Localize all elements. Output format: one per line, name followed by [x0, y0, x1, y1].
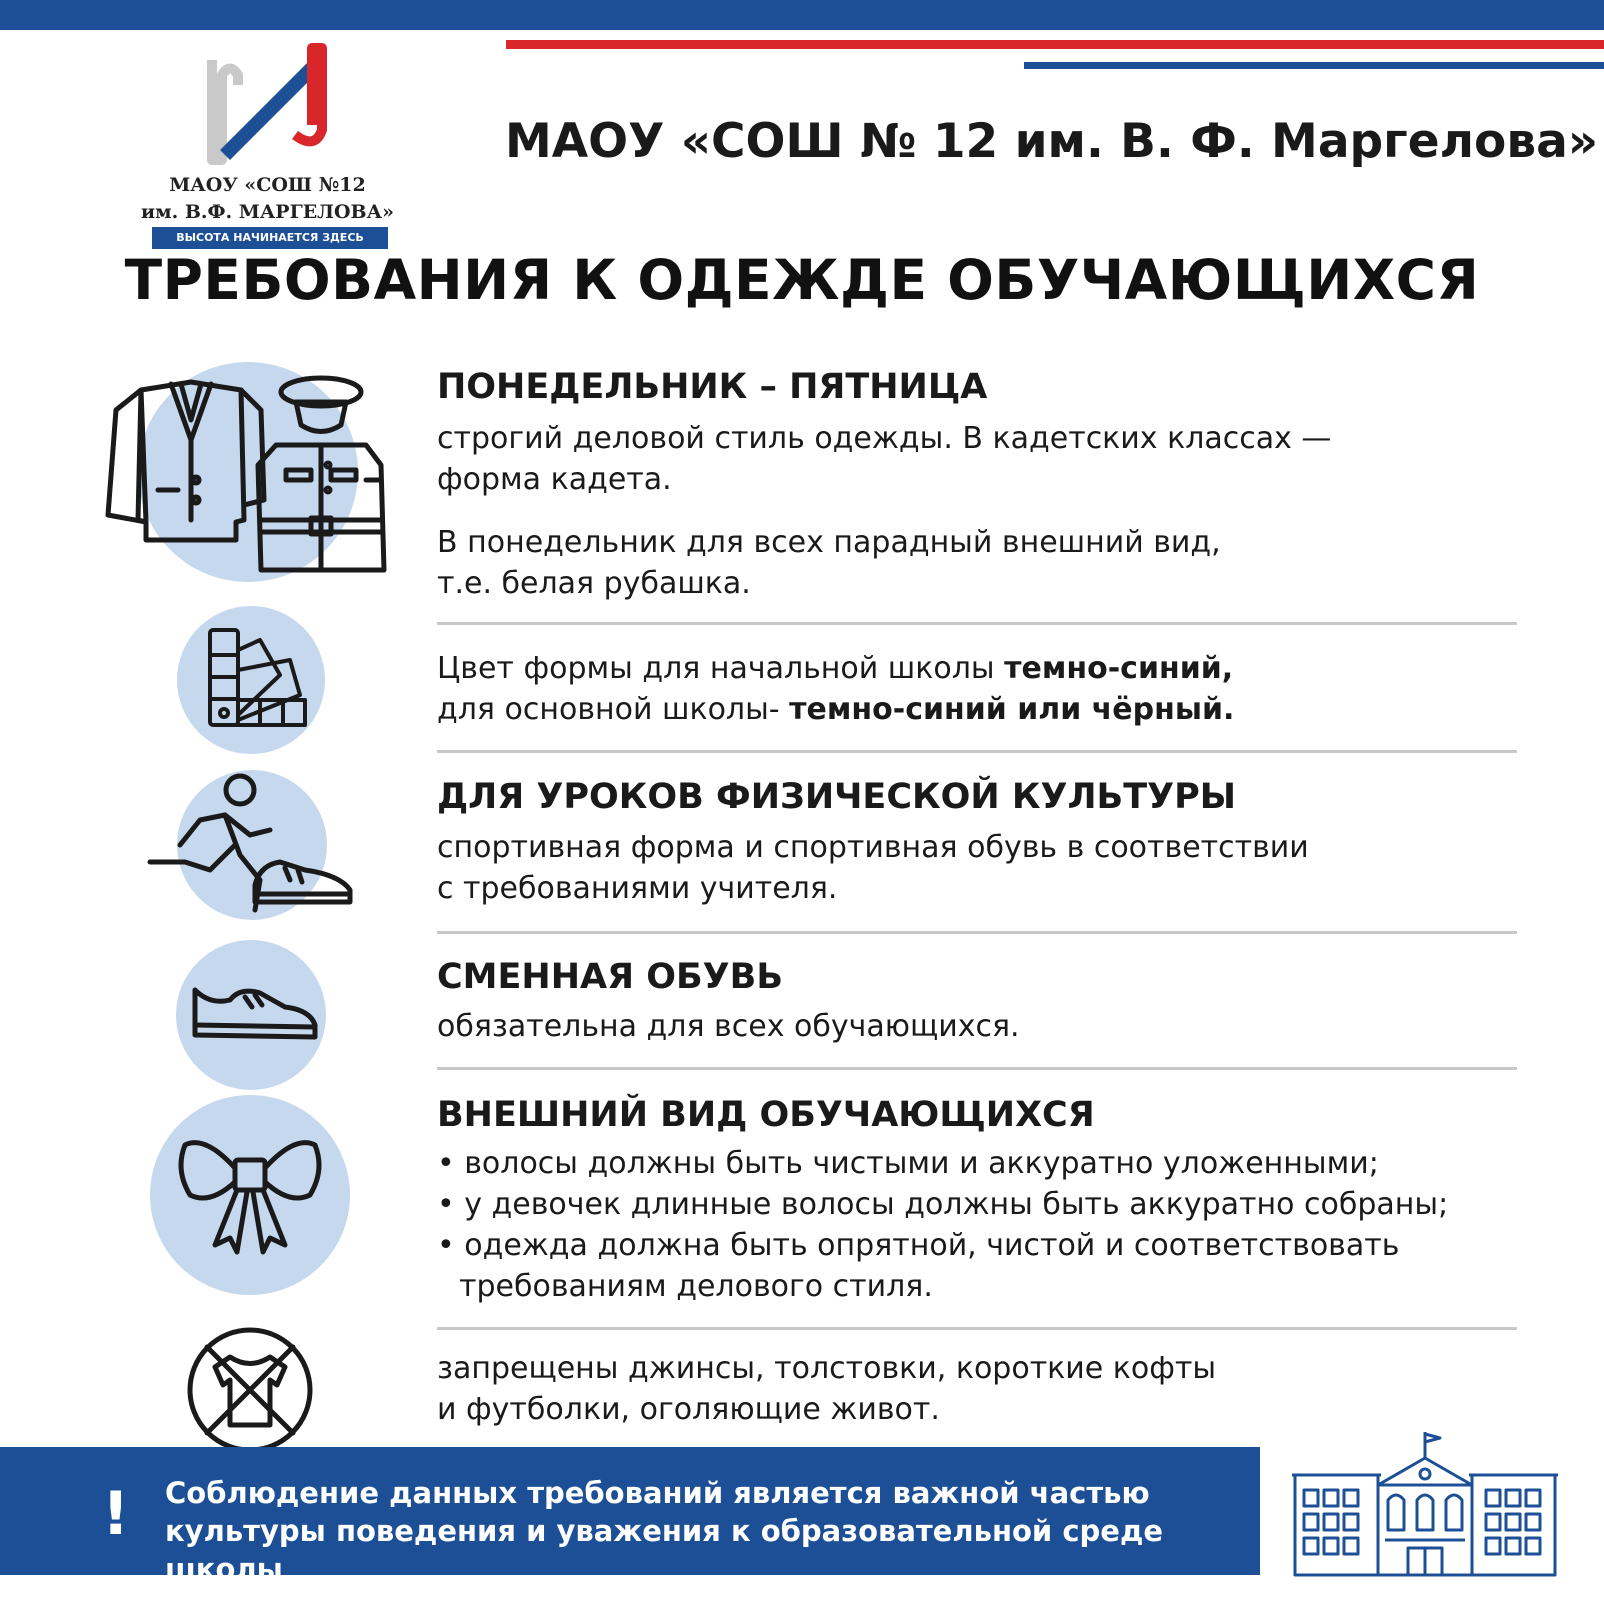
school-name: МАОУ «СОШ № 12 им. В. Ф. Маргелова» — [505, 114, 1599, 169]
school-building-icon — [1290, 1430, 1560, 1580]
appearance-heading: ВНЕШНИЙ ВИД ОБУЧАЮЩИХСЯ — [437, 1095, 1095, 1135]
divider — [437, 750, 1517, 753]
blue-stripe — [1024, 62, 1604, 69]
forbidden-text — [437, 1348, 1557, 1430]
weekdays-text — [437, 418, 1557, 500]
red-stripe — [506, 40, 1604, 49]
page-title: ТРЕБОВАНИЯ К ОДЕЖДЕ ОБУЧАЮЩИХСЯ — [124, 248, 1480, 312]
top-bar — [0, 0, 1604, 30]
footer-line2: культуры поведения и уважения к образовательной среде школы — [165, 1514, 1164, 1586]
footer-text — [165, 1474, 1255, 1588]
bow-icon — [175, 1130, 325, 1260]
weekdays-monday-text — [437, 522, 1557, 604]
sport-heading: ДЛЯ УРОКОВ ФИЗИЧЕСКОЙ КУЛЬТУРЫ — [437, 777, 1236, 817]
logo-slogan: ВЫСОТА НАЧИНАЕТСЯ ЗДЕСЬ — [152, 227, 388, 249]
sport-line1: спортивная форма и спортивная обувь в соответствии — [437, 830, 1309, 865]
no-tshirt-icon — [185, 1325, 315, 1455]
shoes-heading: СМЕННАЯ ОБУВЬ — [437, 957, 784, 997]
divider — [437, 931, 1517, 934]
forbidden-line2: и футболки, оголяющие живот. — [437, 1392, 940, 1427]
color-palette-icon — [205, 625, 315, 735]
divider — [437, 1327, 1517, 1330]
sport-text — [437, 827, 1557, 909]
weekdays-heading: ПОНЕДЕЛЬНИК – ПЯТНИЦА — [437, 367, 988, 407]
forbidden-line1: запрещены джинсы, толстовки, короткие кофты — [437, 1351, 1217, 1386]
list-item: • волосы должны быть чистыми и аккуратно уложенными; — [437, 1146, 1379, 1181]
weekdays-line3: В понедельник для всех парадный внешний вид, — [437, 525, 1221, 560]
list-item: • у девочек длинные волосы должны быть аккуратно собраны; — [437, 1187, 1449, 1222]
list-item-continuation: требованиям делового стиля. — [459, 1269, 933, 1304]
shoe-icon — [190, 975, 320, 1055]
color-line1-bold: темно-синий, — [1004, 651, 1234, 686]
divider — [437, 622, 1517, 625]
suit-and-cadet-uniform-icon — [96, 370, 396, 590]
running-person-sneaker-icon — [140, 770, 360, 920]
appearance-list — [437, 1143, 1577, 1307]
shoes-text — [437, 1006, 1557, 1047]
weekdays-line4: т.е. белая рубашка. — [437, 566, 751, 601]
exclamation-icon: ! — [102, 1479, 130, 1549]
color-line1-prefix: Цвет формы для начальной школы — [437, 651, 1005, 686]
color-line2 — [437, 689, 1557, 730]
logo-text — [135, 172, 400, 226]
weekdays-line1: строгий деловой стиль одежды. В кадетских классах — — [437, 421, 1332, 456]
logo-line1: МАОУ «СОШ №12 — [169, 174, 366, 196]
school-logo-icon — [200, 40, 340, 170]
footer-line1: Соблюдение данных требований является важной частью — [165, 1476, 1150, 1510]
list-item: • одежда должна быть опрятной, чистой и соответствовать — [437, 1228, 1400, 1263]
color-text — [437, 648, 1557, 730]
color-line1 — [437, 648, 1557, 689]
weekdays-line2: форма кадета. — [437, 462, 672, 497]
shoes-line1: обязательна для всех обучающихся. — [437, 1009, 1020, 1044]
color-line2-bold: темно-синий или чёрный. — [789, 692, 1235, 727]
color-line2-prefix: для основной школы- — [437, 692, 790, 727]
sport-line2: с требованиями учителя. — [437, 871, 838, 906]
divider — [437, 1067, 1517, 1070]
logo-line2: им. В.Ф. МАРГЕЛОВА» — [141, 201, 394, 223]
